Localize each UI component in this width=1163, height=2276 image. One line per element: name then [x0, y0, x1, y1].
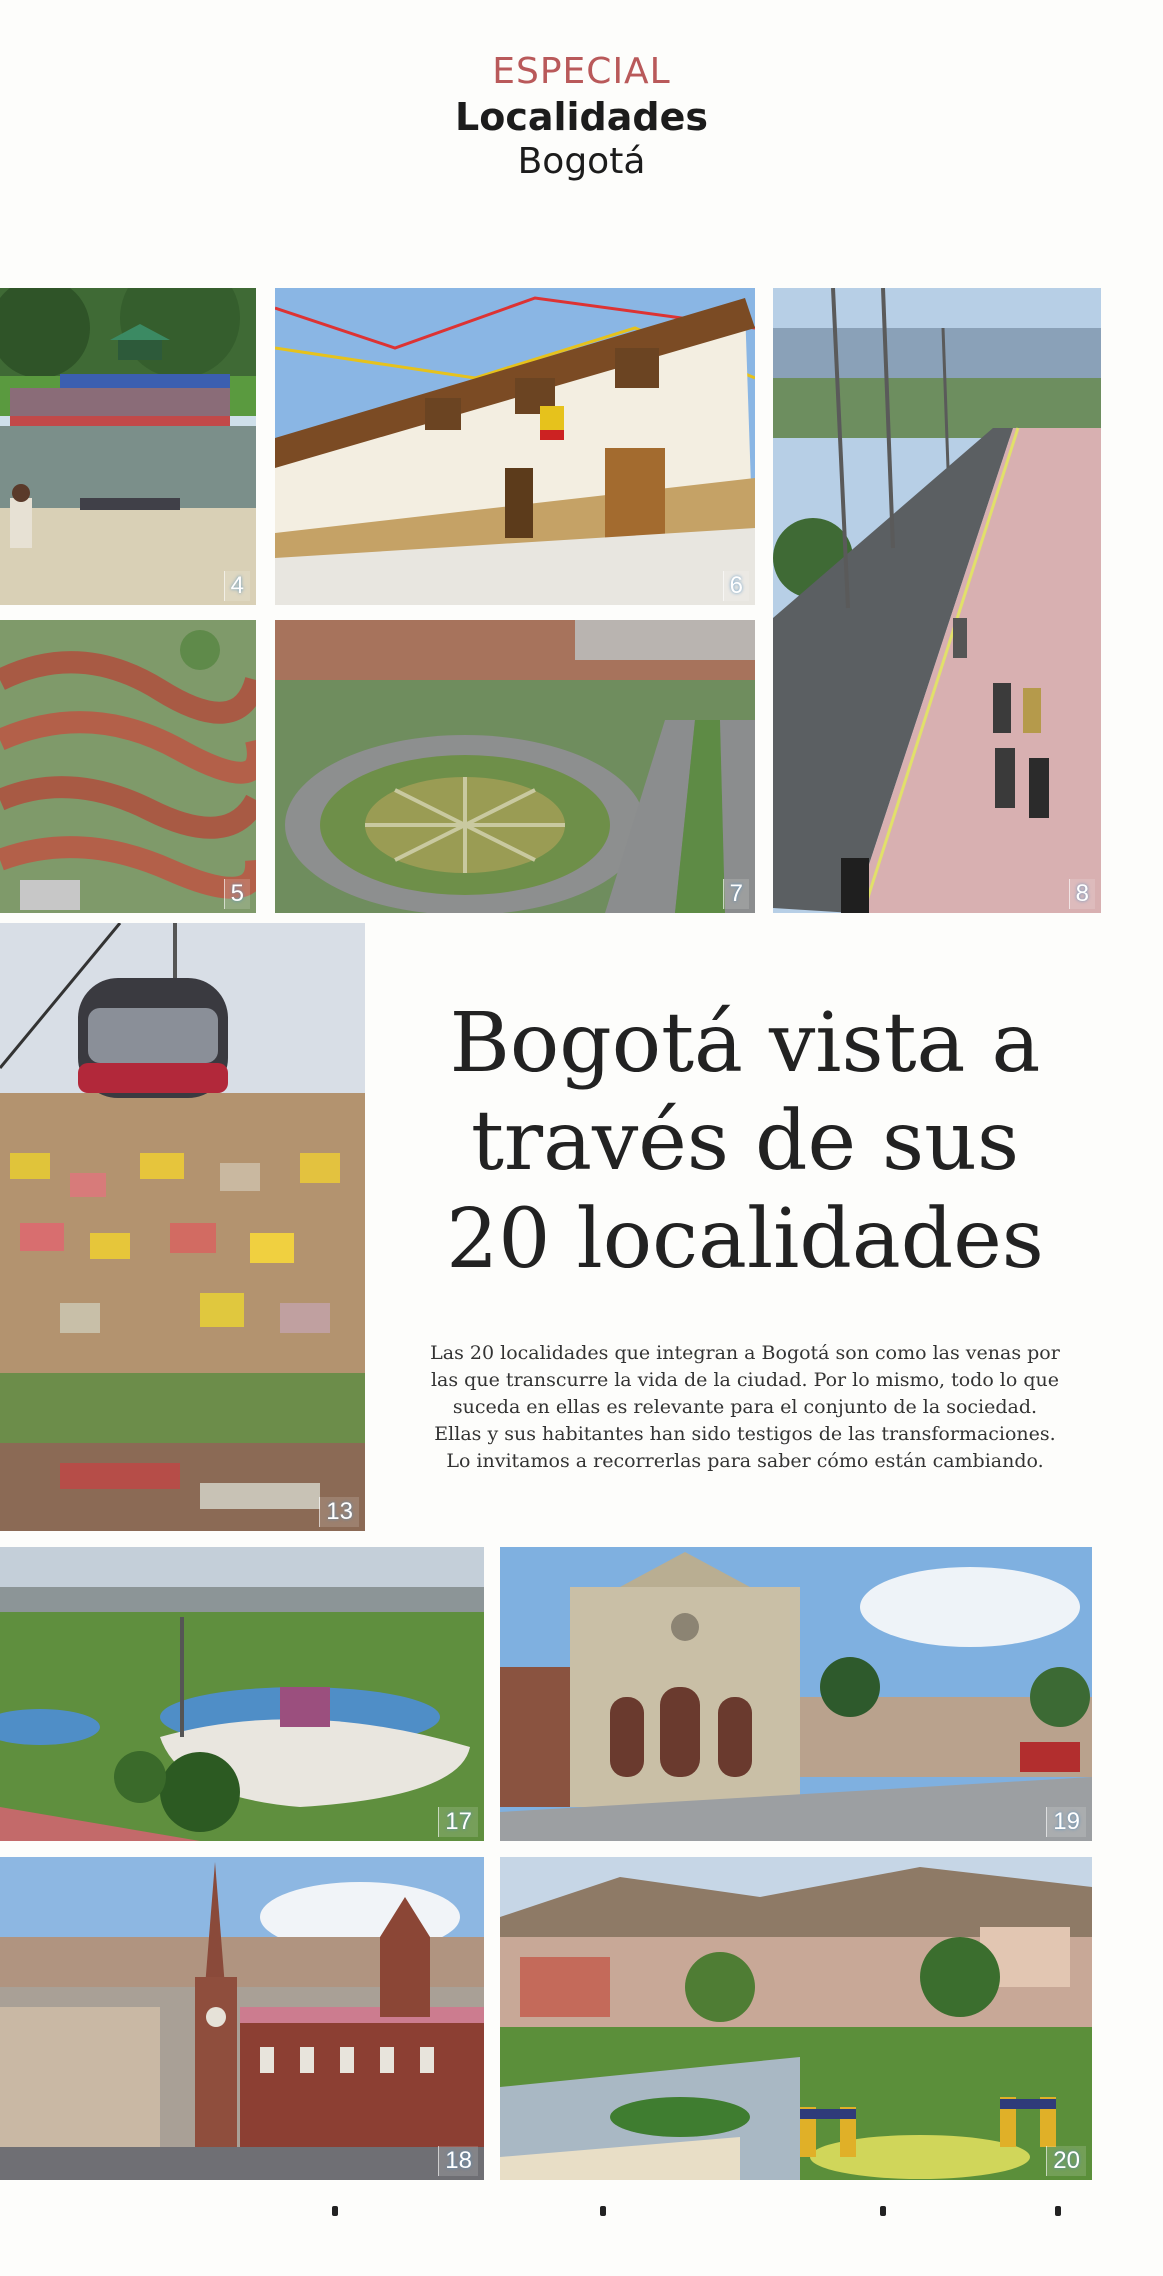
- photo-number: 18: [438, 2146, 478, 2176]
- photo-housing-aerial: [0, 620, 256, 913]
- photo-number: 4: [224, 571, 250, 601]
- intro-line: las que transcurre la vida de la ciudad. Por lo mismo, todo lo que: [430, 1369, 1060, 1391]
- photo-number: 20: [1046, 2146, 1086, 2176]
- photo-lake-park: [0, 288, 256, 605]
- photo-church-street: [500, 1547, 1092, 1841]
- photo-number: 19: [1046, 1807, 1086, 1837]
- photo-hillside-park: [500, 1857, 1092, 2180]
- section-kicker: ESPECIAL: [492, 51, 671, 92]
- headline-line: 20 localidades: [446, 1192, 1044, 1287]
- headline-line: Bogotá vista a: [449, 996, 1041, 1091]
- photo-number: 7: [723, 879, 749, 909]
- photo-number: 17: [438, 1807, 478, 1837]
- intro-line: Las 20 localidades que integran a Bogotá son como las venas por: [430, 1342, 1060, 1364]
- intro-line: Ellas y sus habitantes han sido testigos de las transformaciones.: [434, 1423, 1056, 1445]
- section-header: [0, 50, 1163, 184]
- intro-line: Lo invitamos a recorrerlas para saber cómo están cambiando.: [446, 1450, 1044, 1472]
- section-city: Bogotá: [517, 141, 646, 182]
- photo-transmicable: [0, 923, 365, 1531]
- registration-mark: [1055, 2206, 1061, 2216]
- section-title: Localidades: [455, 95, 708, 139]
- photo-number: 8: [1069, 879, 1095, 909]
- headline-line: través de sus: [470, 1094, 1020, 1189]
- intro-line: suceda en ellas es relevante para el conjunto de la sociedad.: [452, 1396, 1038, 1418]
- photo-number: 13: [319, 1497, 359, 1527]
- photo-roundabout-aerial: [275, 620, 755, 913]
- photo-bike-path: [773, 288, 1101, 913]
- photo-number: 5: [224, 879, 250, 909]
- photo-gothic-church: [0, 1857, 484, 2180]
- article-intro: [418, 1340, 1072, 1475]
- photo-number: 6: [723, 571, 749, 601]
- registration-mark: [332, 2206, 338, 2216]
- registration-mark: [880, 2206, 886, 2216]
- photo-museo-de-bogota: [275, 288, 755, 605]
- registration-mark: [600, 2206, 606, 2216]
- article-headline: [380, 995, 1110, 1289]
- photo-park-playground: [0, 1547, 484, 1841]
